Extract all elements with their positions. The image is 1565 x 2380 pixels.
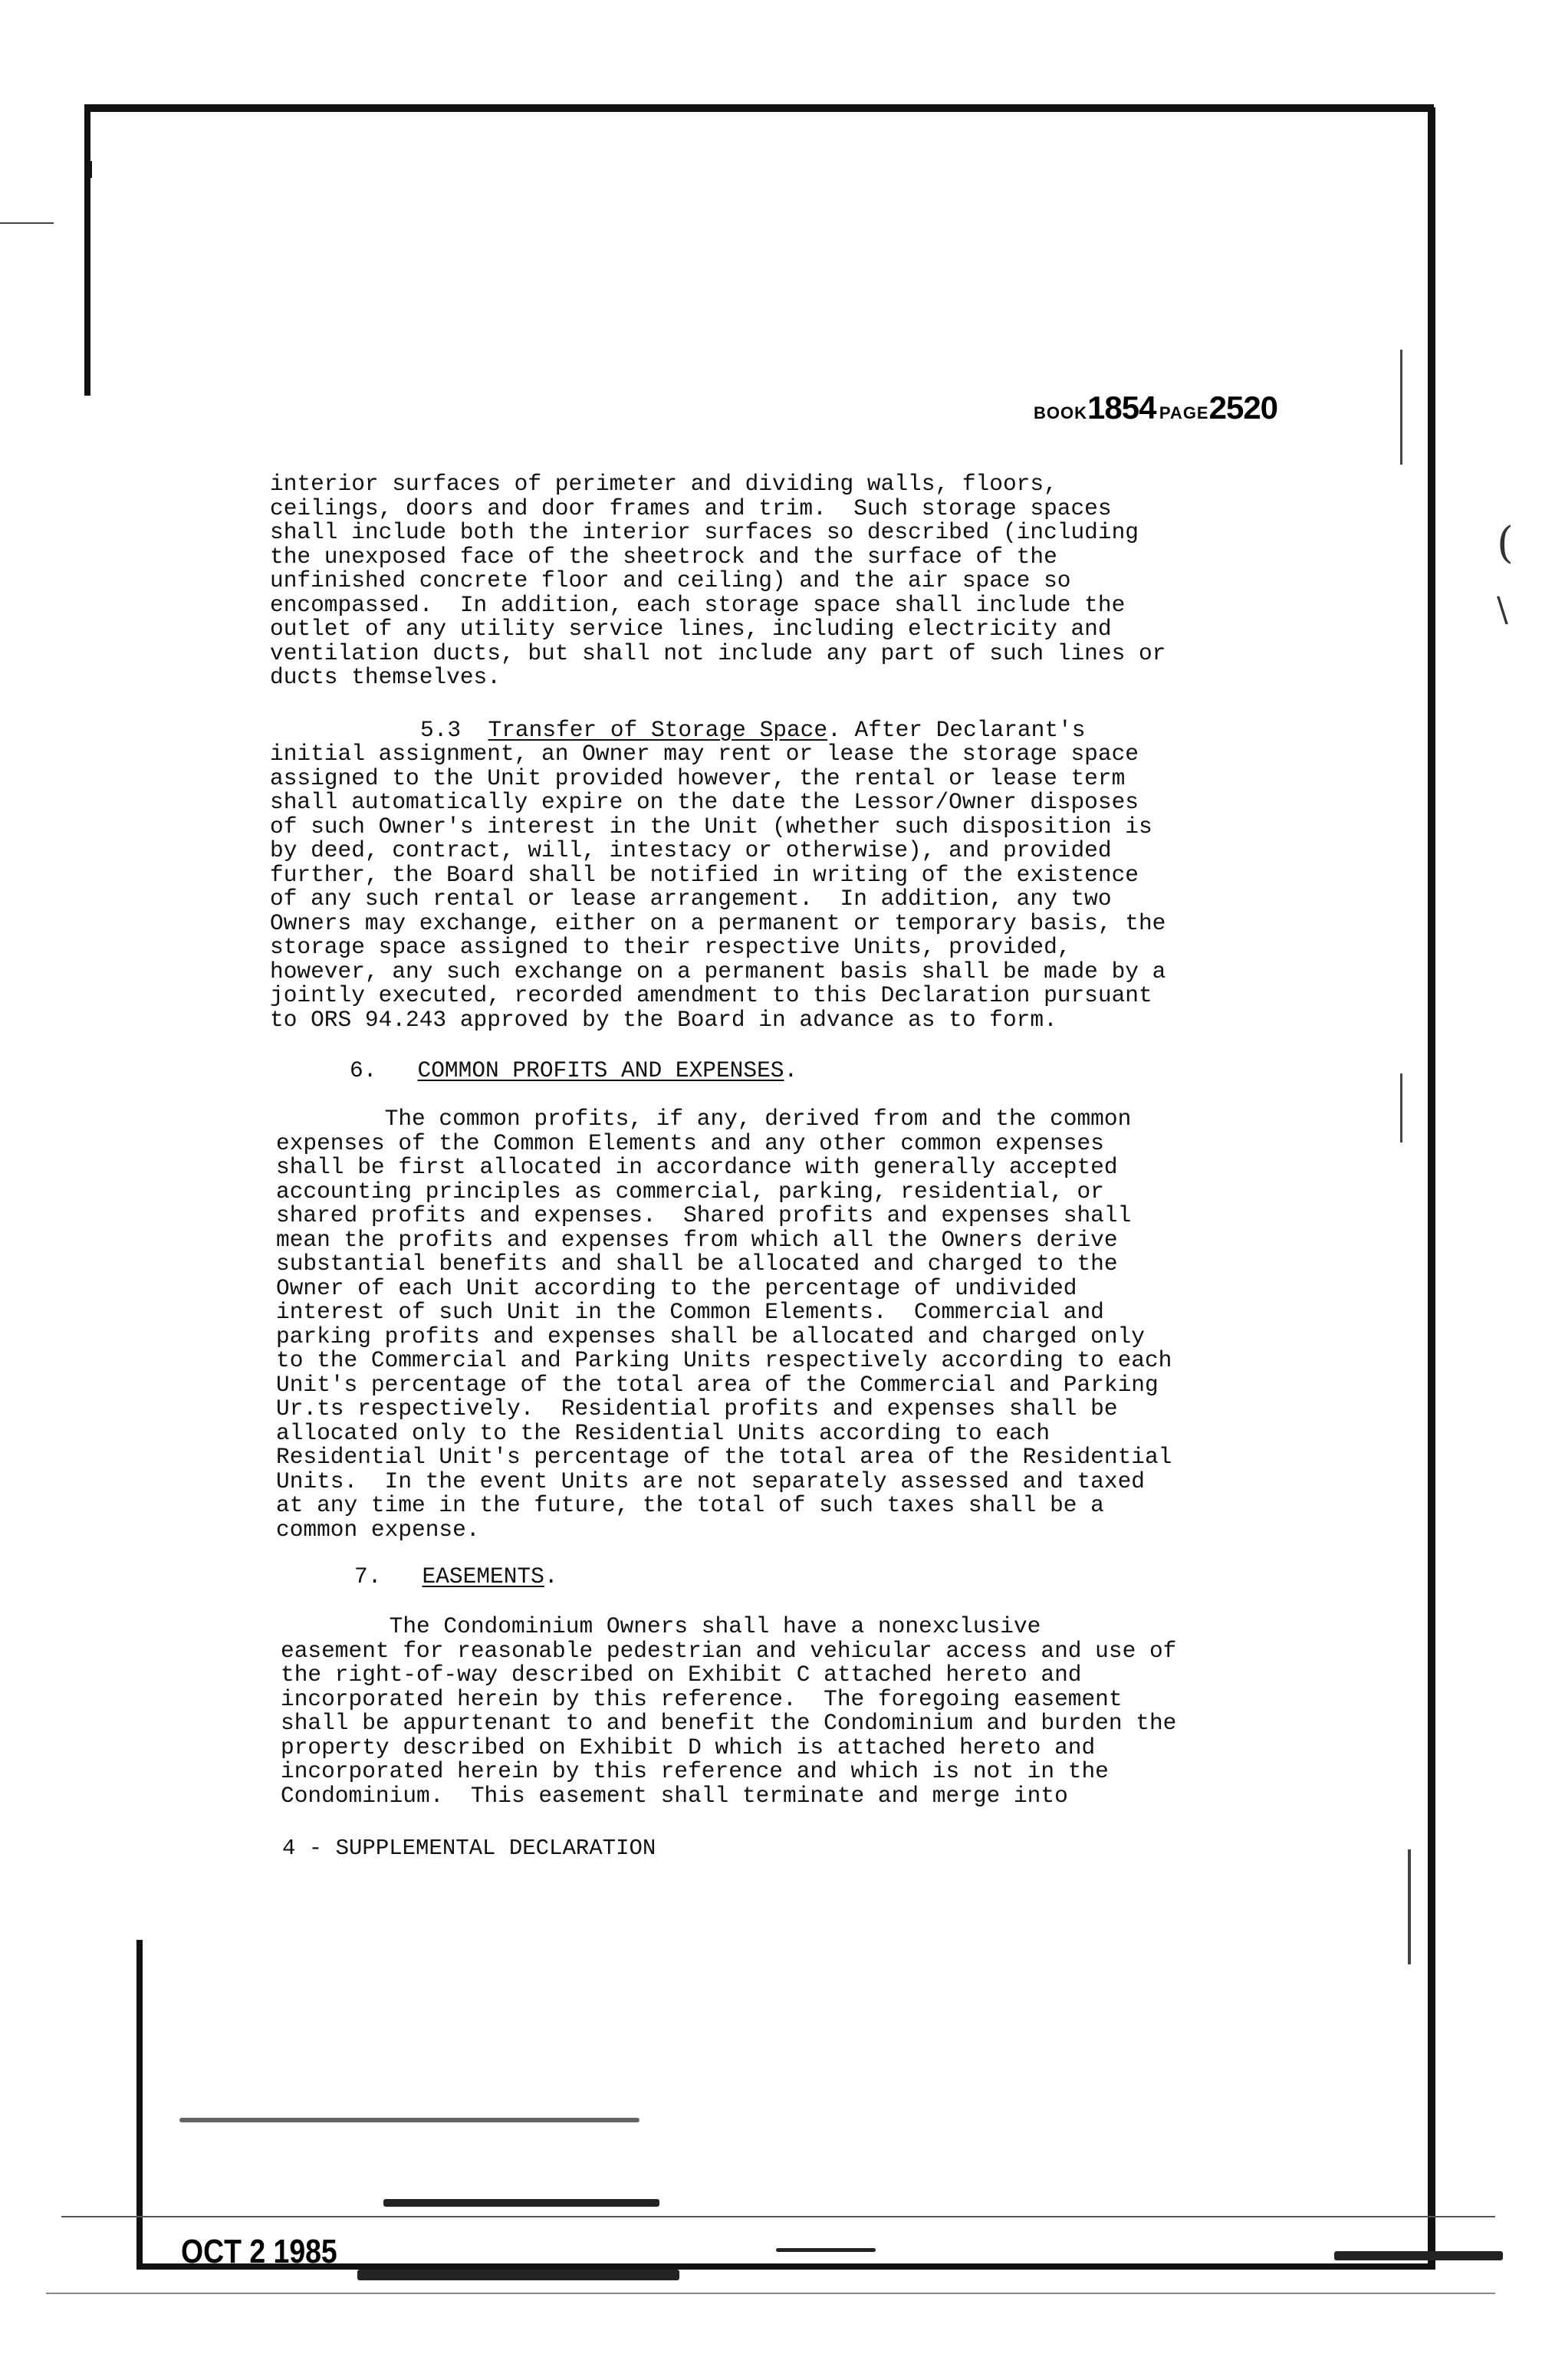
scan-artifact-line: [46, 2293, 1495, 2294]
section-7-heading: 7. EASEMENTS.: [354, 1563, 558, 1589]
scan-smudge: [383, 2199, 659, 2207]
footer-label: 4 - SUPPLEMENTAL DECLARATION: [282, 1836, 656, 1861]
section-6-paragraph: The common profits, if any, derived from and the common expenses of the Common Elements and any other common expenses shall be first allocated in accordance with generally accepted accounting principles as commercial, parking, residential, or shared profits and expenses. Shared profits and expenses shall mean the profits and expenses from which all the Owners derive substantial benefits and shall be allocated and charged to the Owner of each Unit according to the percentage of undivided interest of such Unit in the Common Elements. Commercial and parking profits and expenses shall be allocated and charged only to the Commercial and Parking Units respectively according to each Unit's percentage of the total area of the Commercial and Parking Ur.ts respectively. Residential profits and expenses shall be allocated only to the Residential Units according to each Residential Unit's percentage of the total area of the Residential Units. In the event Units are not separately assessed and taxed at any time in the future, the total of such taxes shall be a common expense.: [276, 1106, 1172, 1543]
scan-border-top: [84, 104, 1434, 112]
scan-border-left-upper: [84, 104, 90, 396]
section-7-paragraph: The Condominium Owners shall have a nonexclusive easement for reasonable pedestrian and vehicular access and use of the right-of-way described on Exhibit C attached hereto and incorporated herein by this reference. The foregoing easement shall be appurtenant to and benefit the Condominium and burden the property described on Exhibit D which is attached hereto and incorporated herein by this reference and which is not in the Condominium. This easement shall terminate and merge into: [281, 1613, 1177, 1809]
section-5-3-heading: [420, 718, 1085, 742]
book-label: BOOK: [1034, 403, 1087, 422]
page-number: 2520: [1208, 390, 1278, 426]
section-5-3-lead: . After Declarant's: [827, 717, 1086, 743]
margin-bracket-mark: \: [1497, 590, 1508, 630]
book-number: 1854: [1087, 390, 1156, 426]
scan-artifact-line: [1400, 1073, 1402, 1142]
margin-bracket-mark: (: [1497, 518, 1514, 568]
scan-smudge: [357, 2270, 679, 2280]
section-6-heading: 6. COMMON PROFITS AND EXPENSES.: [350, 1057, 798, 1083]
scan-smudge: [776, 2248, 876, 2252]
scan-artifact-line: [1400, 350, 1402, 465]
intro-paragraph: interior surfaces of perimeter and dividing walls, floors, ceilings, doors and door frames and trim. Such storage spaces shall include both the interior surfaces so described (including the unexposed face of the sheetrock and the surface of the unfinished concrete floor and ceiling) and the air space so encompassed. In addition, each storage space shall include the outlet of any utility service lines, including electricity and ventilation ducts, but shall not include any part of such lines or ducts themselves.: [270, 471, 1166, 690]
scan-artifact-line: [61, 2216, 1495, 2217]
section-5-3-title: Transfer of Storage Space: [488, 717, 828, 743]
scan-artifact-mark: [86, 161, 92, 178]
book-page-stamp: [1034, 390, 1277, 426]
section-5-3-number: 5.3: [420, 717, 462, 743]
page-label: PAGE: [1159, 403, 1209, 422]
scan-artifact-mark: [86, 195, 90, 218]
section-5-3-paragraph: initial assignment, an Owner may rent or lease the storage space assigned to the Unit provided however, the rental or lease term shall automatically expire on the date the Lessor/Owner disposes of such Owner's interest in the Unit (whether such disposition is by deed, contract, will, intestacy or otherwise), and provided further, the Board shall be notified in writing of the existence of any such rental or lease arrangement. In addition, any two Owners may exchange, either on a permanent or temporary basis, the storage space assigned to their respective Units, provided, however, any such exchange on a permanent basis shall be made by a jointly executed, recorded amendment to this Declaration pursuant to ORS 94.243 approved by the Board in advance as to form.: [270, 741, 1166, 1033]
scan-artifact-line: [1408, 1849, 1411, 1964]
section-6-title: COMMON PROFITS AND EXPENSES: [417, 1057, 784, 1083]
scan-smudge: [179, 2118, 639, 2122]
section-7-title: EASEMENTS: [422, 1563, 544, 1589]
section-7-number: 7.: [354, 1563, 382, 1589]
scan-artifact-line: [0, 222, 54, 224]
filing-date-stamp: OCT 2 1985: [181, 2233, 337, 2270]
scan-smudge: [1334, 2251, 1503, 2260]
section-6-number: 6.: [350, 1057, 377, 1083]
scan-border-left-lower: [136, 1940, 143, 2270]
scan-border-right: [1428, 107, 1435, 2270]
